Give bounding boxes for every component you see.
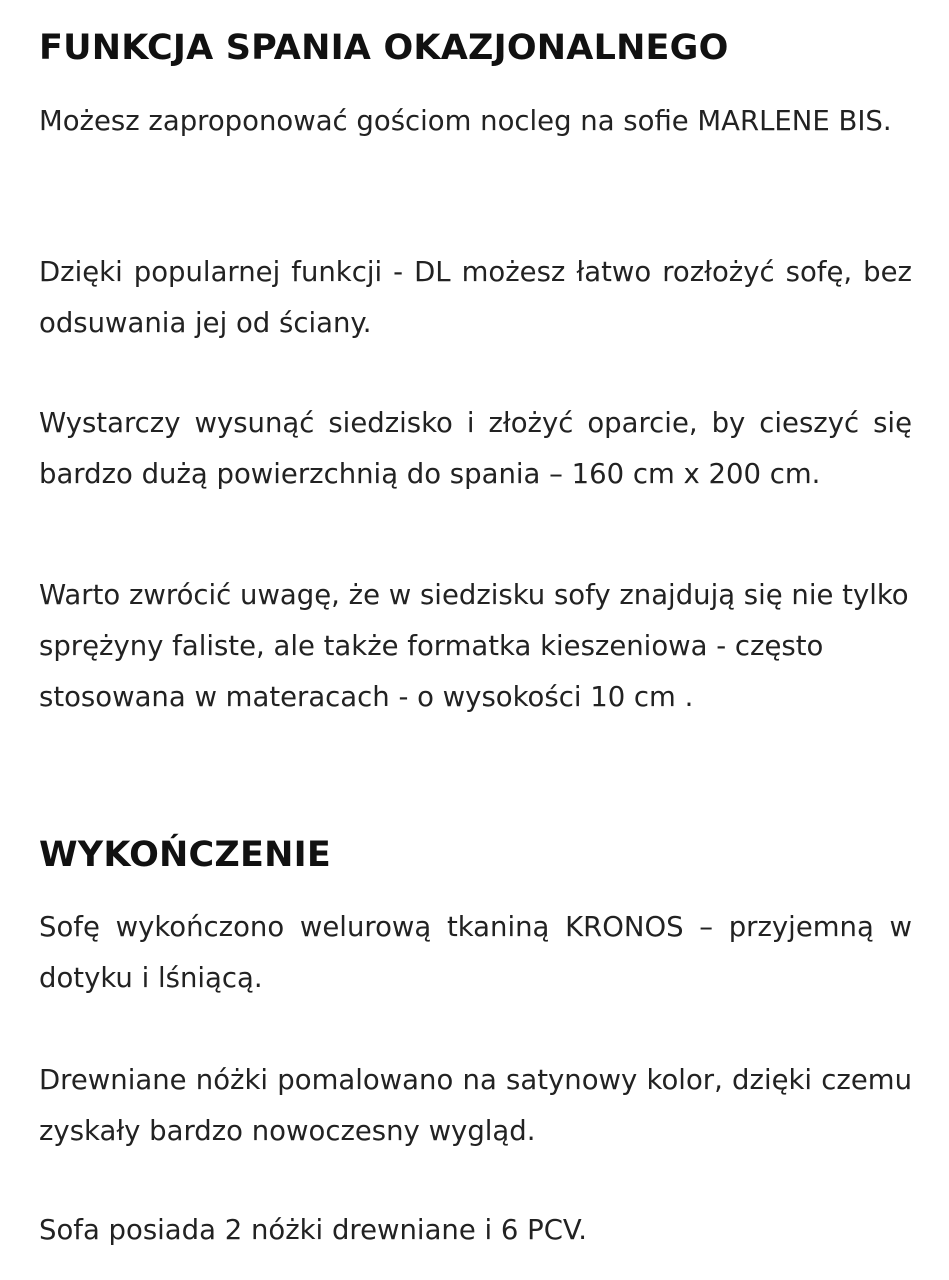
paragraph-wooden-legs: Drewniane nóżki pomalowano na satynowy kolor, dzięki czemu zyskały bardzo nowoczesny wygląd. (39, 1064, 912, 1147)
paragraph-dl-function: Dzięki popularnej funkcji - DL możesz łatwo rozłożyć sofę, bez odsuwania jej od ściany. (39, 256, 912, 339)
paragraph-guests-overnight: Możesz zaproponować gościom nocleg na sofie MARLENE BIS. (39, 105, 892, 137)
paragraph-legs-count: Sofa posiada 2 nóżki drewniane i 6 PCV. (39, 1214, 587, 1246)
paragraph-pocket-springs: Warto zwrócić uwagę, że w siedzisku sofy znajdują się nie tylko sprężyny faliste, ale także formatka kieszeniowa - często stosowana w materacach - o wysokości 10 cm . (39, 579, 909, 713)
paragraph-kronos-fabric: Sofę wykończono welurową tkaniną KRONOS – przyjemną w dotyku i lśniącą. (39, 911, 912, 994)
paragraph-sleeping-surface: Wystarczy wysunąć siedzisko i złożyć oparcie, by cieszyć się bardzo dużą powierzchnią do spania – 160 cm x 200 cm. (39, 407, 912, 490)
section-heading-sleeping-function: FUNKCJA SPANIA OKAZJONALNEGO (39, 28, 729, 68)
section-heading-finishing: WYKOŃCZENIE (39, 835, 331, 875)
